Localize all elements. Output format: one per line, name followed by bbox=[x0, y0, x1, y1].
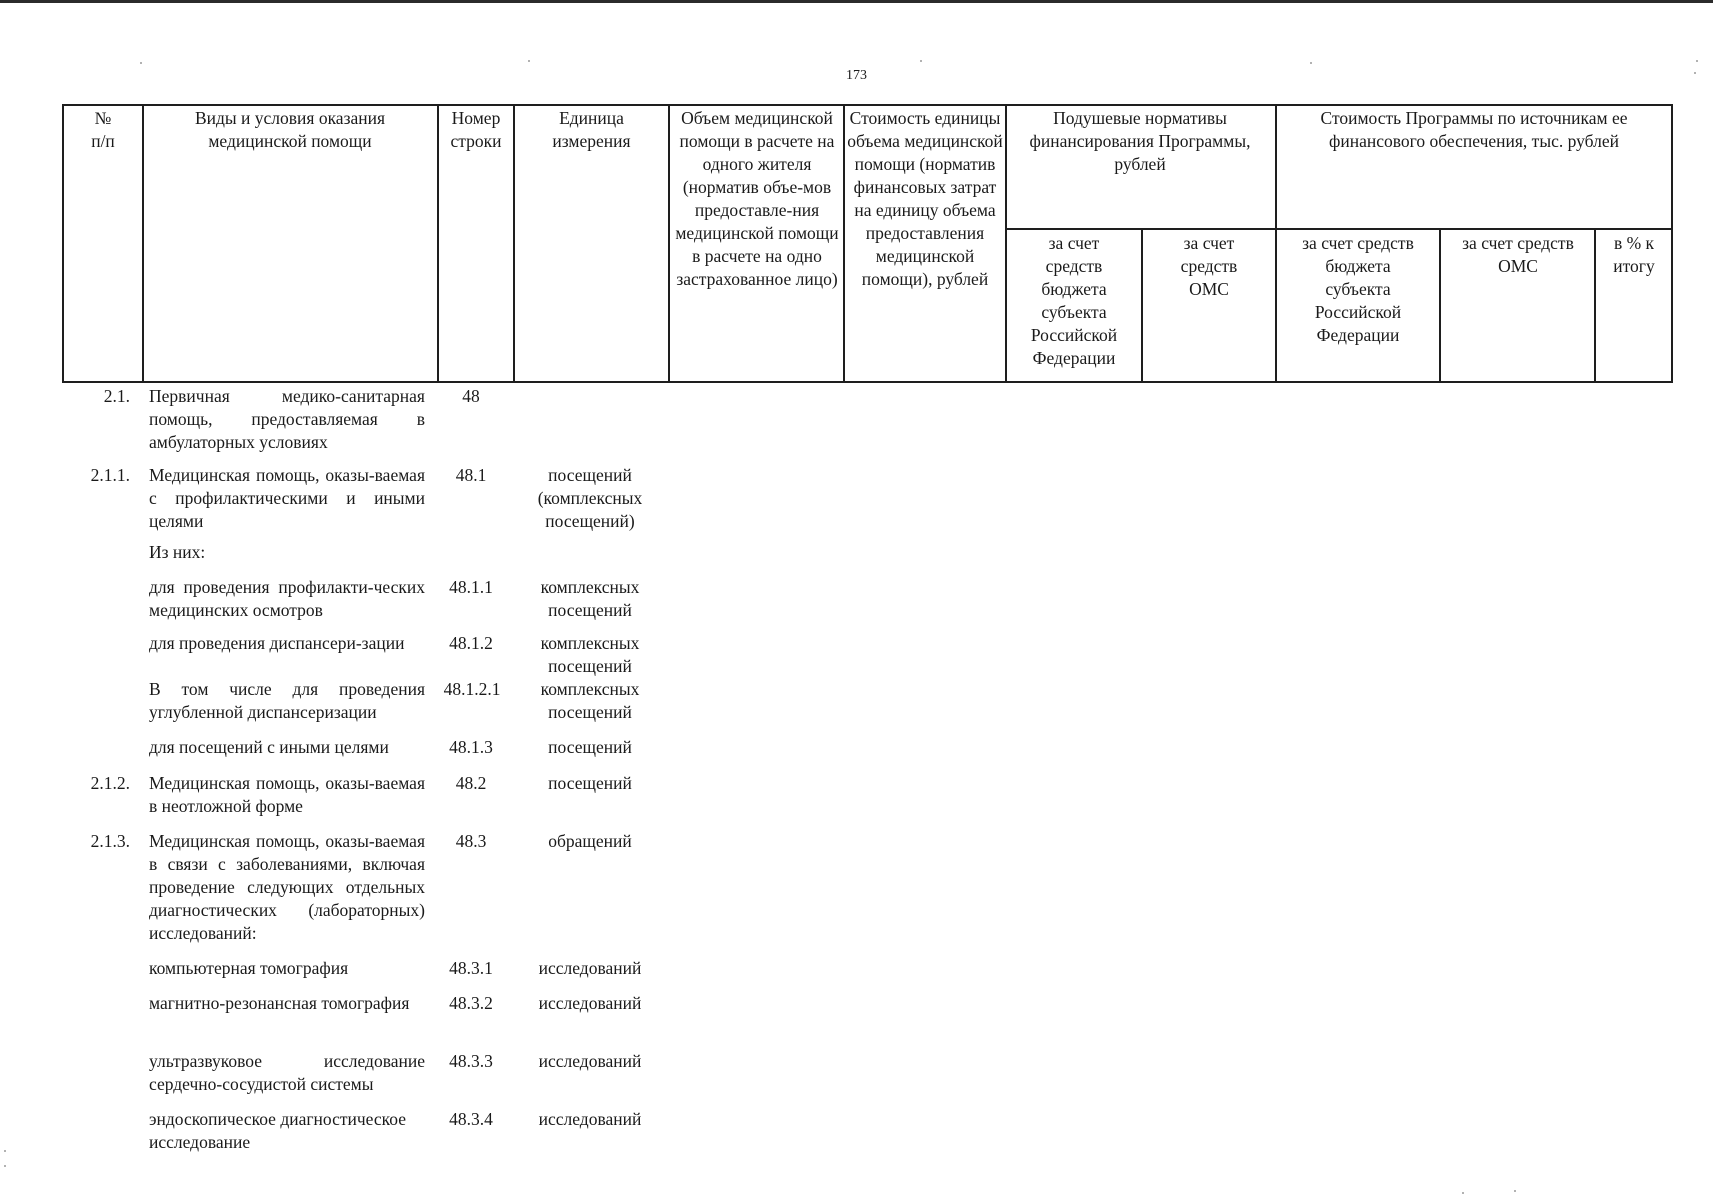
row-line-cell: 48 bbox=[462, 386, 480, 406]
top-border-line bbox=[0, 0, 1713, 3]
header-col-cost: Стоимость единицы объема медицинской помощи (норматив финансовых затрат на единицу объема предоставления медицинской помощи), рублей bbox=[847, 108, 1003, 289]
row-name-cell: эндоскопическое диагностическое исследование bbox=[149, 1109, 406, 1152]
row-number-cell: 2.1. bbox=[103, 386, 130, 406]
row-line-cell: 48.1.2 bbox=[449, 633, 493, 653]
vline-4 bbox=[668, 104, 670, 382]
header-group-program-cost: Стоимость Программы по источникам ее финансового обеспечения, тыс. рублей bbox=[1320, 108, 1628, 151]
header-col-unit: Единица измерения bbox=[552, 108, 631, 151]
row-name-cell: Из них: bbox=[149, 542, 206, 562]
vline-2 bbox=[437, 104, 439, 382]
scan-speck bbox=[528, 60, 530, 62]
row-name-cell: Медицинская помощь, оказы-ваемая с профилактическими и иными целями bbox=[149, 465, 425, 531]
vline-0 bbox=[62, 104, 64, 382]
header-top-line bbox=[62, 104, 1673, 106]
row-unit-cell: исследований bbox=[538, 1109, 642, 1129]
row-line-cell: 48.1 bbox=[455, 465, 487, 485]
row-name-cell: магнитно-резонансная томография bbox=[149, 993, 410, 1013]
row-number-cell: 2.1.2. bbox=[90, 773, 130, 793]
row-unit-cell: комплексных посещений bbox=[540, 633, 640, 676]
vline-11 bbox=[1671, 104, 1673, 382]
vline-3 bbox=[513, 104, 515, 382]
header-pg-budget: за счет средств бюджета субъекта Российской Федерации bbox=[1302, 233, 1414, 345]
vline-1 bbox=[142, 104, 144, 382]
row-unit-cell: комплексных посещений bbox=[540, 577, 640, 620]
vline-7 bbox=[1141, 228, 1143, 382]
vline-8 bbox=[1275, 104, 1277, 382]
page-number: 173 bbox=[846, 68, 867, 83]
scan-speck bbox=[1696, 60, 1698, 62]
row-name-cell: Медицинская помощь, оказы-ваемая в неотложной форме bbox=[149, 773, 425, 816]
row-line-cell: 48.3.1 bbox=[449, 958, 493, 978]
header-col-types: Виды и условия оказания медицинской помощи bbox=[194, 108, 386, 151]
row-unit-cell: комплексных посещений bbox=[540, 679, 640, 722]
header-pc-oms: за счет средств ОМС bbox=[1180, 233, 1238, 299]
row-unit-cell: исследований bbox=[538, 958, 642, 978]
row-line-cell: 48.3.4 bbox=[449, 1109, 493, 1129]
vline-6 bbox=[1005, 104, 1007, 382]
row-number-cell: 2.1.3. bbox=[90, 831, 130, 851]
row-name-cell: для проведения диспансери-зации bbox=[149, 633, 405, 653]
scan-speck bbox=[1462, 1192, 1464, 1194]
row-name-cell: Медицинская помощь, оказы-ваемая в связи с заболеваниями, включая проведение следующих отдельных диагностических (лабораторных) исследований: bbox=[149, 831, 425, 943]
row-unit-cell: посещений bbox=[548, 773, 632, 793]
scan-speck bbox=[1514, 1190, 1516, 1192]
header-col-volume: Объем медицинской помощи в расчете на одного жителя (норматив объе-мов предоставле-ния медицинской помощи в расчете на одно застрахованное лицо) bbox=[675, 108, 839, 289]
table-header bbox=[0, 0, 1713, 400]
header-pg-oms: за счет средств ОМС bbox=[1462, 233, 1574, 276]
row-line-cell: 48.3 bbox=[455, 831, 487, 851]
row-name-cell: Первичная медико-санитарная помощь, предоставляемая в амбулаторных условиях bbox=[149, 386, 425, 452]
header-group-per-capita: Подушевые нормативы финансирования Программы, рублей bbox=[1029, 108, 1251, 174]
header-bottom-line bbox=[62, 381, 1673, 383]
vline-5 bbox=[843, 104, 845, 382]
scan-speck bbox=[1310, 62, 1312, 64]
row-unit-cell: исследований bbox=[538, 1051, 642, 1071]
row-line-cell: 48.3.2 bbox=[449, 993, 493, 1013]
scan-speck bbox=[920, 60, 922, 62]
row-unit-cell: посещений (комплексных посещений) bbox=[537, 465, 643, 531]
row-line-cell: 48.1.1 bbox=[449, 577, 493, 597]
row-name-cell: для посещений с иными целями bbox=[149, 737, 389, 757]
row-line-cell: 48.2 bbox=[455, 773, 487, 793]
row-name-cell: компьютерная томография bbox=[149, 958, 349, 978]
row-unit-cell: посещений bbox=[548, 737, 632, 757]
row-line-cell: 48.1.2.1 bbox=[443, 679, 501, 699]
row-line-cell: 48.1.3 bbox=[449, 737, 493, 757]
header-subgroup-line bbox=[1005, 228, 1673, 230]
header-col-number: № п/п bbox=[91, 108, 115, 151]
row-name-cell: В том числе для проведения углубленной диспансеризации bbox=[149, 679, 425, 722]
row-line-cell: 48.3.3 bbox=[449, 1051, 493, 1071]
scan-speck bbox=[4, 1165, 6, 1167]
scan-speck bbox=[1694, 72, 1696, 74]
row-unit-cell: обращений bbox=[548, 831, 632, 851]
header-pg-percent: в % к итогу bbox=[1613, 233, 1655, 276]
row-number-cell: 2.1.1. bbox=[90, 465, 130, 485]
row-name-cell: для проведения профилакти-ческих медицинских осмотров bbox=[149, 577, 425, 620]
vline-10 bbox=[1594, 228, 1596, 382]
header-col-row-number: Номер строки bbox=[450, 108, 502, 151]
row-unit-cell: исследований bbox=[538, 993, 642, 1013]
header-pc-budget: за счет средств бюджета субъекта Российской Федерации bbox=[1030, 233, 1118, 368]
scan-speck bbox=[140, 62, 142, 64]
scan-speck bbox=[4, 1150, 6, 1152]
row-name-cell: ультразвуковое исследование сердечно-сосудистой системы bbox=[149, 1051, 425, 1094]
vline-9 bbox=[1439, 228, 1441, 382]
